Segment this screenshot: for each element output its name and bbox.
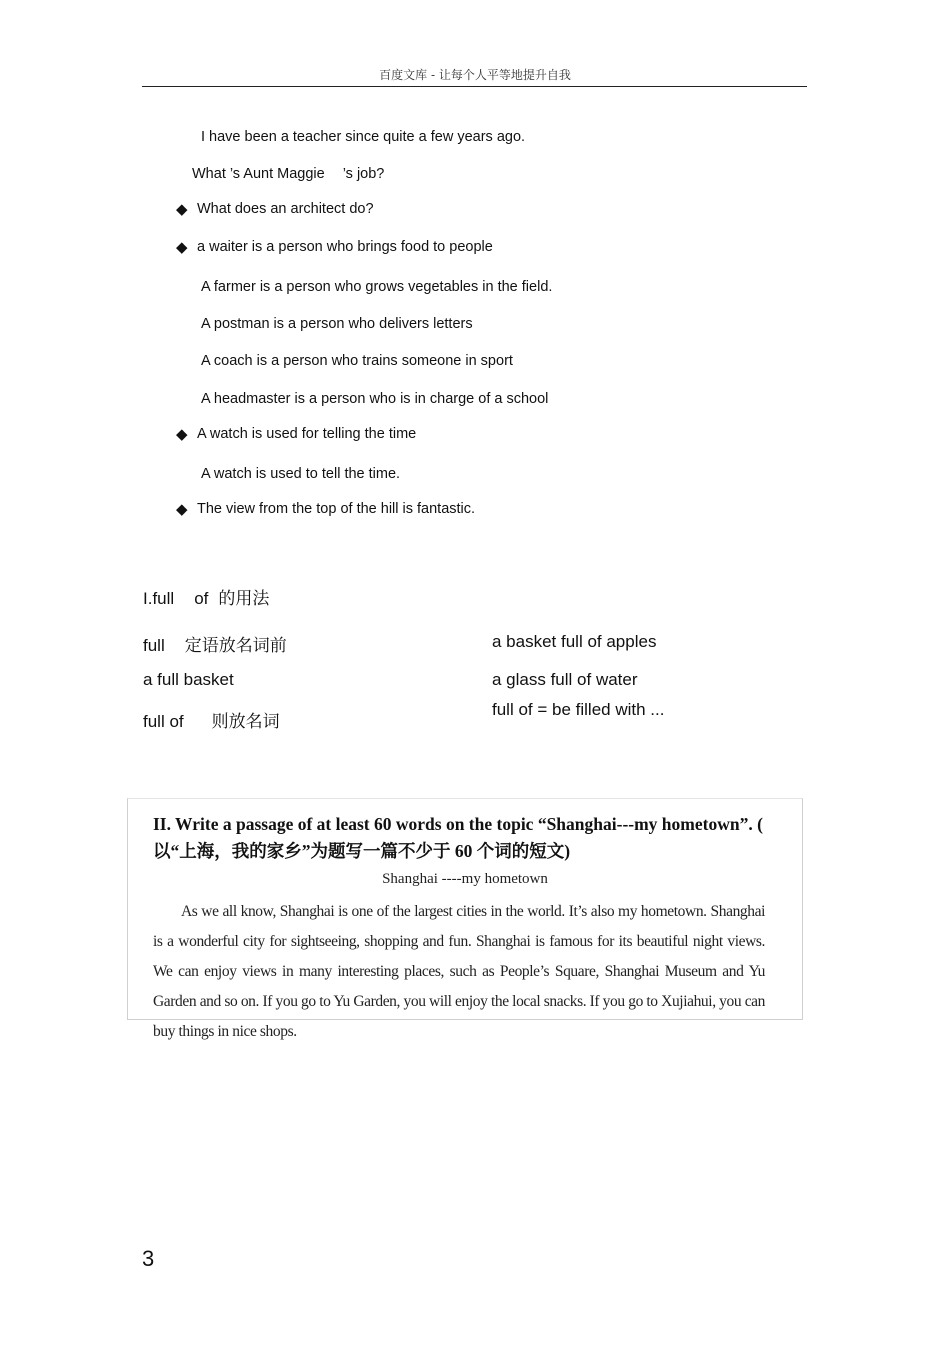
- writing-task-excerpt: [127, 798, 803, 1040]
- sentence-view: The view from the top of the hill is fantastic.: [197, 501, 476, 517]
- passage-heading: Shanghai ----my hometown: [382, 871, 548, 887]
- sentence-architect: What does an architect do?: [197, 201, 374, 217]
- sentence-coach: A coach is a person who trains someone in sport: [201, 353, 513, 369]
- heading-part-2: of: [194, 589, 209, 608]
- example-glass-full-of-water: a glass full of water: [492, 670, 638, 689]
- sentence-watch-1: A watch is used for telling the time: [197, 426, 417, 442]
- usage-note: 定语放名词前: [184, 636, 287, 655]
- header-divider: [142, 86, 807, 87]
- sentence-waiter: a waiter is a person who brings food to people: [197, 239, 493, 255]
- sentence-postman: A postman is a person who delivers letters: [201, 316, 473, 332]
- diamond-bullet-icon: ◆: [176, 426, 188, 443]
- sentence-headmaster: A headmaster is a person who is in charge of a school: [201, 391, 549, 407]
- page-header-title: 百度文库 - 让每个人平等地提升自我: [379, 68, 571, 82]
- example-basket-full-of-apples: a basket full of apples: [492, 632, 657, 651]
- page-number: 3: [142, 1246, 155, 1271]
- heading-part-1: I.full: [143, 589, 175, 608]
- writing-task-title: II. Write a passage of at least 60 words on the topic “Shanghai---my hometown”. ( 以“上海，我的家乡”为题写一篇不少于 60 个词的短文): [153, 814, 763, 861]
- sentence-farmer: A farmer is a person who grows vegetables in the field.: [201, 279, 553, 295]
- diamond-bullet-icon: ◆: [176, 501, 188, 518]
- usage-term: full of: [143, 712, 184, 731]
- sentence-aunt-maggie: [192, 166, 384, 182]
- aunt-part-3: ’s job?: [342, 166, 385, 182]
- sentence-teacher: I have been a teacher since quite a few years ago.: [201, 129, 526, 145]
- usage-full-of-postposition: [143, 707, 280, 732]
- heading-part-3: 的用法: [218, 589, 270, 608]
- sentence-watch-2: A watch is used to tell the time.: [201, 466, 401, 482]
- diamond-bullet-icon: ◆: [176, 239, 188, 256]
- equivalence-full-of-filled-with: full of = be filled with ...: [492, 700, 665, 719]
- diamond-bullet-icon: ◆: [176, 201, 188, 218]
- example-full-basket: a full basket: [143, 670, 234, 689]
- usage-full-attributive: [143, 631, 287, 656]
- passage-body: As we all know, Shanghai is one of the largest cities in the world. It’s also my hometown. Shanghai is a wonderful city for sightseeing, shopping and fun. Shanghai is famous for its beautiful night views. We can enjoy views in many interesting places, such as People’s Square, Shanghai Museum and Yu Garden and so on. If you go to Yu Garden, you will enjoy the local snacks. If you go to Xujiahui, you can buy things in nice shops.: [153, 903, 765, 1040]
- usage-note: 则放名词: [211, 712, 280, 731]
- aunt-part-2: ’s Aunt Maggie: [229, 166, 325, 182]
- usage-term: full: [143, 636, 165, 655]
- section-heading-full-of: [143, 584, 269, 609]
- aunt-part-1: What: [192, 166, 226, 182]
